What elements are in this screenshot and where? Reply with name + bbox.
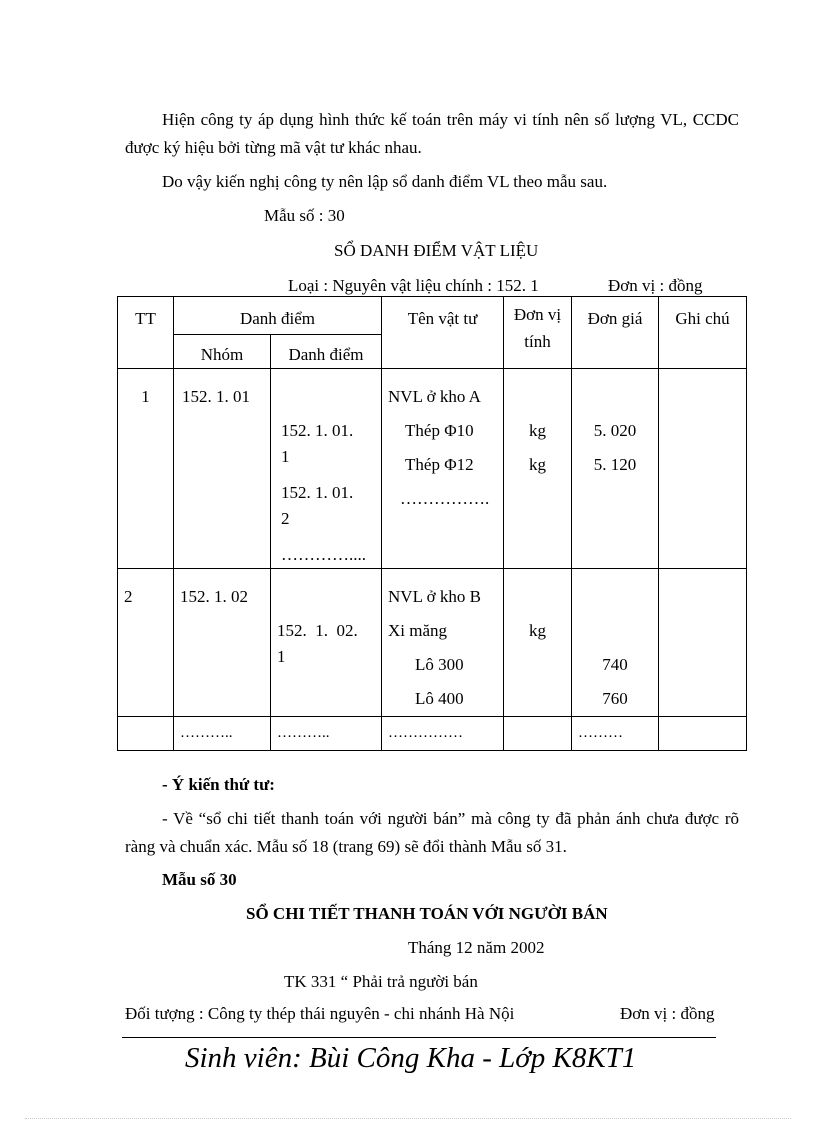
ledger-account: TK 331 “ Phải trả người bán (284, 972, 478, 991)
header-don-gia: Đơn giá (572, 297, 659, 369)
section-heading: - Ý kiến thứ tư: (162, 775, 275, 794)
intro-recommendation: Do vậy kiến nghị công ty nên lập sổ danh điểm VL theo mẫu sau. (162, 172, 608, 191)
row-code: ……….. (271, 717, 382, 751)
row-prices: 740 760 (572, 569, 659, 717)
row-price: ……… (572, 717, 659, 751)
header-don-vi-tinh: Đơn vị tính (504, 297, 572, 369)
row-note (659, 569, 747, 717)
row-note (659, 717, 747, 751)
row-names: NVL ở kho A Thép Φ10 Thép Φ12 ……………. (382, 369, 504, 569)
row-note (659, 369, 747, 569)
row-units: kg (504, 569, 572, 717)
header-danh-diem: Danh điểm (174, 297, 382, 335)
material-code-table (117, 296, 747, 751)
page-bottom-divider (25, 1118, 791, 1119)
footer-student: Sinh viên: Bùi Công Kha - Lớp K8KT1 (185, 1042, 637, 1074)
row-nhom: 152. 1. 02 (174, 569, 271, 717)
code-line: 152. 1. 01. 2 (281, 483, 354, 528)
section-form-number: Mẫu số 30 (162, 870, 237, 889)
section-paragraph: - Về “sổ chi tiết thanh toán với người bán” mà công ty đã phản ánh chưa được rõ ràng và chuẩn xác. Mẫu số 18 (trang 69) sẽ đổi thành Mẫu số 31. (125, 809, 739, 856)
row-tt (118, 717, 174, 751)
form-number: Mẫu số : 30 (264, 206, 345, 225)
row-tt: 1 (118, 369, 174, 569)
table-row (118, 369, 747, 569)
ledger-title: SỔ CHI TIẾT THANH TOÁN VỚI NGƯỜI BÁN (246, 904, 608, 923)
row-nhom: ……….. (174, 717, 271, 751)
table-title: SỔ DANH ĐIỂM VẬT LIỆU (334, 241, 539, 260)
header-nhom: Nhóm (174, 335, 271, 369)
ledger-unit: Đơn vị : đồng (620, 1004, 715, 1023)
code-line: 152. 1. 01. 1 (281, 421, 354, 466)
code-line: 152. 1. 02. 1 (277, 621, 358, 666)
ledger-month: Tháng 12 năm 2002 (408, 938, 545, 957)
intro-paragraph: Hiện công ty áp dụng hình thức kế toán trên máy vi tính nên số lượng VL, CCDC được ký hiệu bởi từng mã vật tư khác nhau. (125, 110, 739, 157)
table-category: Loại : Nguyên vật liệu chính : 152. 1 (288, 276, 539, 295)
row-units: kg kg (504, 369, 572, 569)
table-unit: Đơn vị : đồng (608, 276, 703, 295)
row-names: NVL ở kho B Xi măng Lô 300 Lô 400 (382, 569, 504, 717)
table-row (118, 569, 747, 717)
header-ten-vat-tu: Tên vật tư (382, 297, 504, 369)
row-name: …………… (382, 717, 504, 751)
row-codes (271, 369, 382, 569)
row-nhom: 152. 1. 01 (174, 369, 271, 569)
row-tt: 2 (118, 569, 174, 717)
code-line: ………….... (281, 545, 366, 564)
table-row (118, 717, 747, 751)
row-codes (271, 569, 382, 717)
header-tt: TT (118, 297, 174, 369)
footer-divider (122, 1037, 716, 1038)
ledger-subject: Đối tượng : Công ty thép thái nguyên - chi nhánh Hà Nội (125, 1004, 515, 1023)
header-danh-diem-sub: Danh điểm (271, 335, 382, 369)
header-ghi-chu: Ghi chú (659, 297, 747, 369)
row-prices: 5. 020 5. 120 (572, 369, 659, 569)
row-unit (504, 717, 572, 751)
